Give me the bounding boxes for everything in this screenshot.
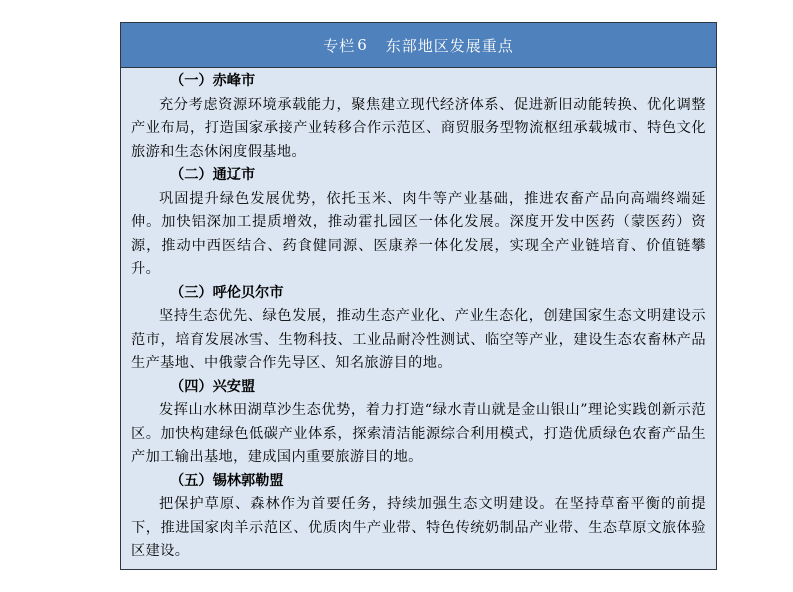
section-text: 坚持生态优先、绿色发展，推动生态产业化、产业生态化，创建国家生态文明建设示范市，培育发展冰雪、生物科技、工业品耐冷性测试、临空等产业，建设生态农畜林产品生产基地、中俄蒙合作先导区、知名旅游目的地。 xyxy=(131,308,706,371)
column-label: 专栏 xyxy=(323,36,356,55)
section-heading: （二）通辽市 xyxy=(170,167,256,183)
section-heading: （五）锡林郭勒盟 xyxy=(170,472,284,489)
section-heading: （三）呼伦贝尔市 xyxy=(170,284,284,301)
section-xingan xyxy=(131,376,706,470)
section-text: 发挥山水林田湖草沙生态优势，着力打造“绿水青山就是金山银山”理论实践创新示范区。加快构建绿色低碳产业体系，探索清洁能源综合利用模式，打造优质绿色农畜产品生产加工输出基地，建成国内重要旅游目的地。 xyxy=(131,402,706,465)
section-chifeng xyxy=(131,70,706,164)
section-heading: （一）赤峰市 xyxy=(170,73,256,89)
section-hulunbuir xyxy=(131,282,706,376)
column-title: 东部地区发展重点 xyxy=(385,36,514,55)
column-number: 6 xyxy=(357,36,368,54)
column-body xyxy=(121,68,716,564)
section-text: 把保护草原、森林作为首要任务，持续加强生态文明建设。在坚持草畜平衡的前提下，推进国家肉羊示范区、优质肉牛产业带、特色传统奶制品产业带、生态草原文旅体验区建设。 xyxy=(131,496,706,559)
section-xilingol xyxy=(131,470,706,564)
column-header xyxy=(121,23,716,68)
column-box xyxy=(120,22,717,570)
section-tongliao xyxy=(131,164,706,282)
section-text: 充分考虑资源环境承载能力，聚焦建立现代经济体系、促进新旧动能转换、优化调整产业布局，打造国家承接产业转移合作示范区、商贸服务型物流枢纽承载城市、特色文化旅游和生态休闲度假基地。 xyxy=(131,96,706,160)
section-text: 巩固提升绿色发展优势，依托玉米、肉牛等产业基础，推进农畜产品向高端终端延伸。加快铝深加工提质增效，推动霍扎园区一体化发展。深度开发中医药（蒙医药）资源，推动中西医结合、药食健同源、医康养一体化发展，实现全产业链培育、价值链攀升。 xyxy=(131,190,706,277)
section-heading: （四）兴安盟 xyxy=(170,378,256,395)
